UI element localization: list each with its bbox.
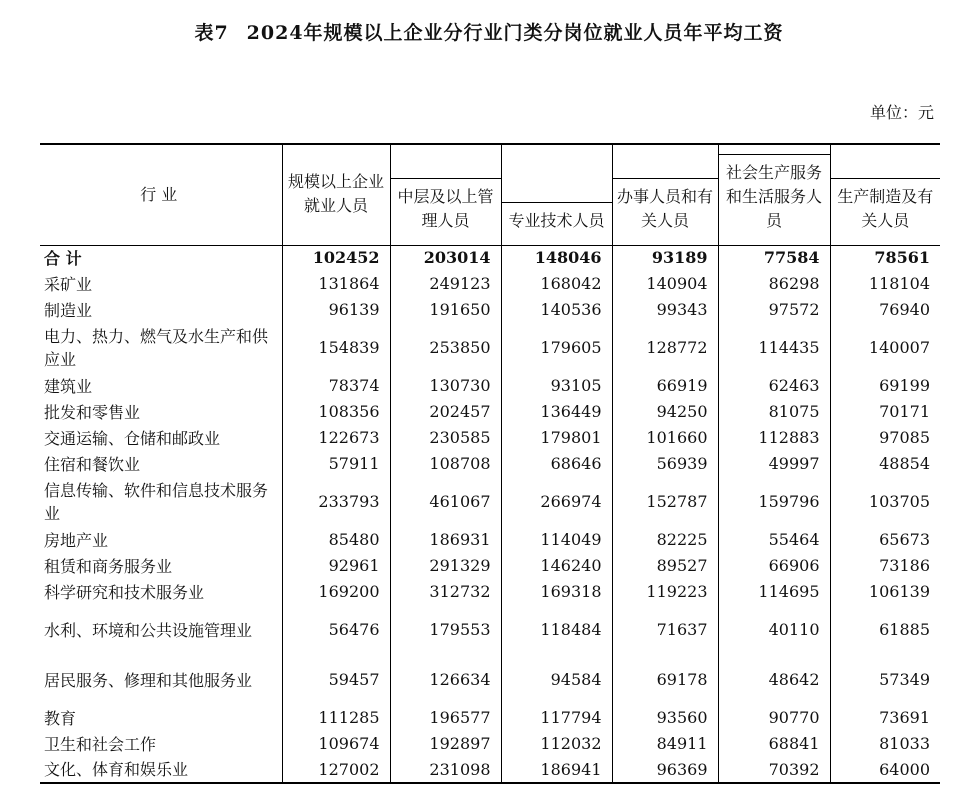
wage-cell: 94584: [501, 655, 612, 705]
wage-cell: 136449: [501, 399, 612, 425]
industry-name: 信息传输、软件和信息技术服务业: [44, 481, 269, 523]
wage-cell: 96139: [282, 297, 390, 323]
table-row: [40, 323, 940, 373]
wage-cell: 61885: [830, 605, 940, 655]
wage-cell: 168042: [501, 271, 612, 297]
industry-name: 合 计: [44, 248, 82, 268]
wage-cell: 203014: [390, 245, 501, 271]
wage-cell: 140007: [830, 323, 940, 373]
wage-cell: 84911: [612, 731, 718, 757]
wage-cell: 179801: [501, 425, 612, 451]
wage-cell: 266974: [501, 477, 612, 527]
wage-cell: 70171: [830, 399, 940, 425]
wage-cell: 112032: [501, 731, 612, 757]
wage-cell: 57911: [282, 451, 390, 477]
wage-cell: 192897: [390, 731, 501, 757]
industry-name: 卫生和社会工作: [44, 734, 157, 754]
wage-cell: 97572: [718, 297, 830, 323]
wage-cell: 92961: [282, 553, 390, 579]
wage-cell: 114435: [718, 323, 830, 373]
wage-cell: 114695: [718, 579, 830, 605]
wage-cell: 140904: [612, 271, 718, 297]
header-clerical-label: 办事人员和有关人员: [613, 178, 718, 233]
unit-label: 单位：元: [869, 103, 934, 122]
industry-name: 文化、体育和娱乐业: [40, 757, 282, 783]
table-row: [40, 731, 940, 757]
wage-cell: 69178: [612, 655, 718, 705]
wage-cell: 154839: [282, 323, 390, 373]
wage-cell: 56476: [282, 605, 390, 655]
header-row: [40, 144, 940, 245]
wage-cell: 128772: [612, 323, 718, 373]
table-row: [40, 399, 940, 425]
table-row: [40, 297, 940, 323]
wage-cell: 102452: [282, 245, 390, 271]
wage-cell: 119223: [612, 579, 718, 605]
industry-name: 交通运输、仓储和邮政业: [44, 428, 221, 448]
wage-cell: 90770: [718, 705, 830, 731]
wage-cell: 118484: [501, 605, 612, 655]
industry-name: 居民服务、修理和其他服务业: [44, 670, 253, 690]
table-row: [40, 579, 940, 605]
total-row: [40, 245, 940, 271]
wage-cell: 179553: [390, 605, 501, 655]
wage-cell: 66919: [612, 373, 718, 399]
wage-cell: 70392: [718, 757, 830, 783]
wage-cell: 48854: [830, 451, 940, 477]
industry-name: 批发和零售业: [44, 402, 141, 422]
wage-cell: 253850: [390, 323, 501, 373]
industry-name: 水利、环境和公共设施管理业: [44, 620, 253, 640]
header-industry: 行 业: [40, 144, 282, 245]
table-row: [40, 757, 940, 783]
wage-cell: 66906: [718, 553, 830, 579]
header-service-label: 社会生产服务和生活服务人员: [719, 154, 830, 233]
wage-cell: 461067: [390, 477, 501, 527]
wage-cell: 49997: [718, 451, 830, 477]
wage-cell: 140536: [501, 297, 612, 323]
wage-cell: 57349: [830, 655, 940, 705]
wage-cell: 169200: [282, 579, 390, 605]
wage-cell: 73691: [830, 705, 940, 731]
wage-cell: 77584: [718, 245, 830, 271]
wage-cell: 68646: [501, 451, 612, 477]
wage-cell: 86298: [718, 271, 830, 297]
table-row: [40, 425, 940, 451]
wage-cell: 169318: [501, 579, 612, 605]
wage-cell: 73186: [830, 553, 940, 579]
table-row: [40, 477, 940, 527]
header-technical: [501, 144, 612, 245]
wage-cell: 99343: [612, 297, 718, 323]
wage-cell: 106139: [830, 579, 940, 605]
table-row: [40, 605, 940, 655]
wage-cell: 111285: [282, 705, 390, 731]
wage-cell: 126634: [390, 655, 501, 705]
wage-cell: 109674: [282, 731, 390, 757]
header-production-label: 生产制造及有关人员: [831, 178, 941, 233]
industry-name: 电力、热力、燃气及水生产和供应业: [44, 327, 269, 369]
wage-cell: 56939: [612, 451, 718, 477]
industry-name: 采矿业: [44, 274, 93, 294]
header-service: [718, 144, 830, 245]
wage-cell: 179605: [501, 323, 612, 373]
wage-cell: 85480: [282, 527, 390, 553]
wage-cell: 76940: [830, 297, 940, 323]
wage-cell: 48642: [718, 655, 830, 705]
wage-cell: 146240: [501, 553, 612, 579]
wage-cell: 101660: [612, 425, 718, 451]
table-row: [40, 553, 940, 579]
industry-name: 建筑业: [44, 376, 93, 396]
wage-cell: 231098: [390, 757, 501, 783]
header-clerical: [612, 144, 718, 245]
wage-cell: 81075: [718, 399, 830, 425]
industry-name: 制造业: [44, 300, 93, 320]
industry-name: 房地产业: [44, 530, 109, 550]
table-row: [40, 451, 940, 477]
wage-cell: 94250: [612, 399, 718, 425]
industry-name: 住宿和餐饮业: [44, 454, 141, 474]
table-row: [40, 373, 940, 399]
wage-cell: 114049: [501, 527, 612, 553]
wage-cell: 291329: [390, 553, 501, 579]
wage-cell: 108356: [282, 399, 390, 425]
table-row: [40, 527, 940, 553]
wage-cell: 93105: [501, 373, 612, 399]
wage-cell: 97085: [830, 425, 940, 451]
wage-cell: 81033: [830, 731, 940, 757]
wage-cell: 69199: [830, 373, 940, 399]
header-all-employees: 规模以上企业就业人员: [282, 144, 390, 245]
industry-name: 科学研究和技术服务业: [44, 582, 205, 602]
wage-cell: 131864: [282, 271, 390, 297]
wage-cell: 249123: [390, 271, 501, 297]
wage-cell: 93189: [612, 245, 718, 271]
wage-cell: 62463: [718, 373, 830, 399]
wage-cell: 148046: [501, 245, 612, 271]
wage-cell: 68841: [718, 731, 830, 757]
wage-table: [40, 143, 940, 784]
wage-cell: 65673: [830, 527, 940, 553]
table-title: [0, 18, 978, 45]
header-production: [830, 144, 940, 245]
wage-cell: 118104: [830, 271, 940, 297]
wage-cell: 112883: [718, 425, 830, 451]
wage-cell: 312732: [390, 579, 501, 605]
wage-cell: 152787: [612, 477, 718, 527]
wage-cell: 196577: [390, 705, 501, 731]
wage-cell: 71637: [612, 605, 718, 655]
wage-cell: 103705: [830, 477, 940, 527]
wage-cell: 127002: [282, 757, 390, 783]
wage-cell: 202457: [390, 399, 501, 425]
wage-cell: 186941: [501, 757, 612, 783]
wage-cell: 40110: [718, 605, 830, 655]
table-header: [40, 144, 940, 245]
wage-cell: 55464: [718, 527, 830, 553]
wage-cell: 186931: [390, 527, 501, 553]
wage-cell: 82225: [612, 527, 718, 553]
wage-cell: 93560: [612, 705, 718, 731]
wage-cell: 130730: [390, 373, 501, 399]
table-number: 表7: [194, 22, 229, 44]
wage-cell: 59457: [282, 655, 390, 705]
table-row: [40, 271, 940, 297]
wage-cell: 108708: [390, 451, 501, 477]
table-row: [40, 705, 940, 731]
wage-cell: 89527: [612, 553, 718, 579]
wage-cell: 230585: [390, 425, 501, 451]
header-managers: [390, 144, 501, 245]
header-technical-label: 专业技术人员: [502, 202, 612, 233]
header-managers-label: 中层及以上管理人员: [391, 178, 501, 233]
industry-name: 租赁和商务服务业: [44, 556, 173, 576]
wage-cell: 78561: [830, 245, 940, 271]
wage-cell: 78374: [282, 373, 390, 399]
wage-cell: 117794: [501, 705, 612, 731]
industry-name: 教育: [44, 708, 77, 728]
wage-cell: 96369: [612, 757, 718, 783]
wage-cell: 159796: [718, 477, 830, 527]
table-body: [40, 245, 940, 783]
wage-cell: 191650: [390, 297, 501, 323]
wage-cell: 64000: [830, 757, 940, 783]
wage-cell: 233793: [282, 477, 390, 527]
table-row: [40, 655, 940, 705]
table-title-text: 2024年规模以上企业分行业门类分岗位就业人员年平均工资: [246, 22, 784, 44]
wage-cell: 122673: [282, 425, 390, 451]
